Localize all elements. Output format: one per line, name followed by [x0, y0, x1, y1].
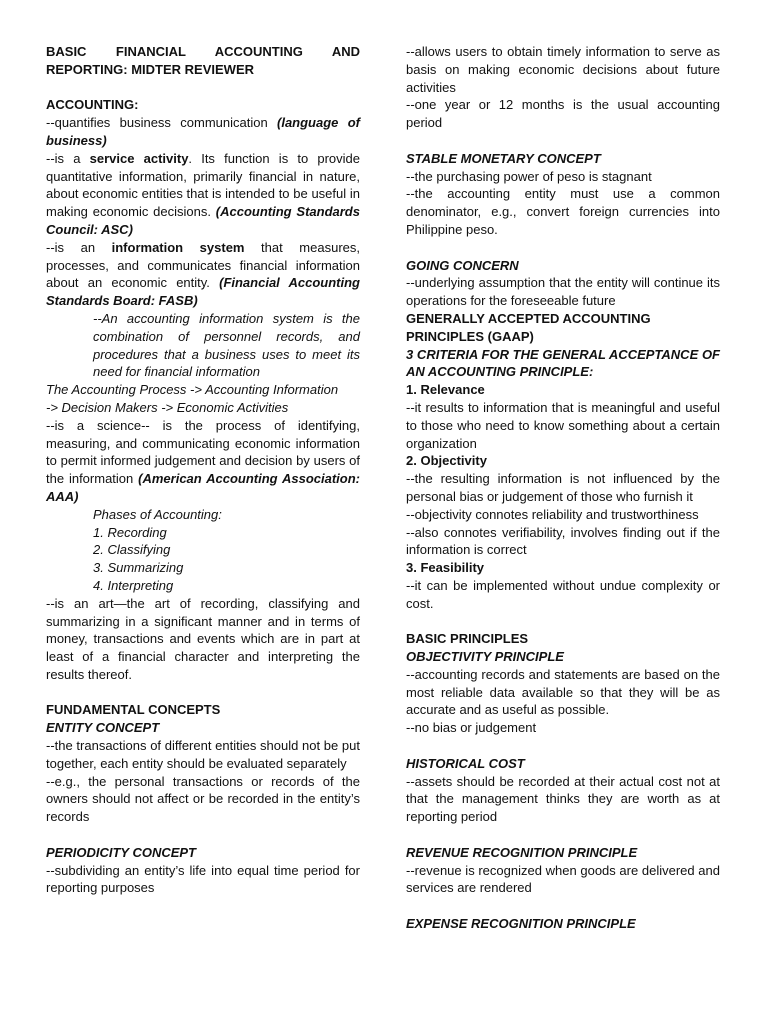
gaap-heading: GENERALLY ACCEPTED ACCOUNTING PRINCIPLES (GAAP)	[406, 310, 651, 344]
ais-note: --An accounting information system is the combination of personnel records, and procedures that a business uses to meet its need for financial information	[93, 310, 360, 380]
left-column	[46, 43, 360, 897]
phase-item: 1. Recording	[93, 524, 167, 540]
right-column	[406, 43, 720, 933]
accounting-process-line: The Accounting Process -> Accounting Information	[46, 382, 339, 398]
objectivity-heading: 2. Objectivity	[406, 453, 487, 469]
objectivity-principle-heading: OBJECTIVITY PRINCIPLE	[406, 649, 564, 665]
basic-principles-heading: BASIC PRINCIPLES	[406, 631, 529, 647]
historical-cost-heading: HISTORICAL COST	[406, 755, 525, 771]
periodicity-concept-text-2: --allows users to obtain timely information to serve as basis on making economic decisions about future activities	[406, 44, 720, 95]
relevance-heading: 1. Relevance	[406, 382, 485, 398]
accounting-heading: ACCOUNTING:	[46, 97, 139, 113]
definition-service-activity: --is a service activity. Its function is to provide quantitative information, primarily financial in nature, about economic entities that is intended to be useful in making economic decisions. (Accounting Standards Council: ASC)	[46, 150, 361, 237]
entity-concept-example: --e.g., the personal transactions or records of the owners should not affect or be recorded in the entity’s records	[46, 773, 360, 825]
revenue-recognition-heading: REVENUE RECOGNITION PRINCIPLE	[406, 844, 638, 860]
historical-cost-text: --assets should be recorded at their actual cost not at that the management thinks they are worth as at reporting period	[406, 773, 720, 825]
objectivity-principle-text: --accounting records and statements are based on the most reliable data available so that they will be as accurate and as useful as possible.	[406, 666, 720, 718]
phase-item: 2. Classifying	[93, 542, 171, 558]
feasibility-text: --it can be implemented without undue complexity or cost.	[406, 577, 720, 611]
document-title: BASIC FINANCIAL ACCOUNTING AND REPORTING: MIDTER REVIEWER	[46, 44, 360, 77]
phases-heading: Phases of Accounting:	[93, 506, 222, 522]
criteria-heading: 3 CRITERIA FOR THE GENERAL ACCEPTANCE OF AN ACCOUNTING PRINCIPLE:	[406, 346, 720, 380]
going-concern-text: --underlying assumption that the entity will continue its operations for the foreseeable future	[406, 275, 720, 309]
periodicity-concept-heading: PERIODICITY CONCEPT	[46, 844, 197, 860]
objectivity-text: --the resulting information is not influenced by the personal bias or judgement of those who furnish it	[406, 471, 720, 504]
accounting-process-line-2: -> Decision Makers -> Economic Activities	[46, 399, 289, 415]
objectivity-text-3: --also connotes verifiability, involves finding out if the information is correct	[406, 524, 720, 558]
periodicity-concept-text-3: --one year or 12 months is the usual accounting period	[406, 97, 720, 131]
phase-item: 3. Summarizing	[93, 560, 184, 576]
entity-concept-text: --the transactions of different entities should not be put together, each entity should be evaluated separately	[46, 738, 360, 771]
feasibility-heading: 3. Feasibility	[406, 560, 485, 576]
periodicity-concept-text: --subdividing an entity’s life into equal time period for reporting purposes	[46, 862, 360, 896]
definition-information-system: --is an information system that measures, processes, and communicates financial information about an economic entity. (Financial Accounting Standards Board: FASB)	[46, 239, 360, 309]
entity-concept-heading: ENTITY CONCEPT	[46, 720, 160, 736]
fundamental-concepts-heading: FUNDAMENTAL CONCEPTS	[46, 702, 221, 718]
relevance-text: --it results to information that is meaningful and useful to those who need to know something about a certain organization	[406, 399, 720, 451]
definition-language-of-business: --quantifies business communication (language of business)	[46, 115, 360, 148]
definition-science: --is a science-- is the process of identifying, measuring, and communicating economic information to permit informed judgement and decision by users of the information (American Accounting Association: AAA)	[46, 417, 361, 504]
objectivity-text-2: --objectivity connotes reliability and trustworthiness	[406, 506, 699, 522]
expense-recognition-heading: EXPENSE RECOGNITION PRINCIPLE	[406, 916, 636, 932]
stable-monetary-text-2: --the accounting entity must use a common denominator, e.g., convert foreign currencies into Philippine peso.	[406, 186, 720, 237]
stable-monetary-text: --the purchasing power of peso is stagnant	[406, 168, 652, 184]
going-concern-heading: GOING CONCERN	[406, 257, 519, 273]
revenue-recognition-text: --revenue is recognized when goods are delivered and services are rendered	[406, 862, 720, 896]
stable-monetary-heading: STABLE MONETARY CONCEPT	[406, 150, 601, 166]
objectivity-principle-text-2: --no bias or judgement	[406, 720, 537, 736]
definition-art: --is an art—the art of recording, classifying and summarizing in a significant manner and in terms of money, transactions and events which are in part at least of a financial character and interpreting the results thereof.	[46, 595, 360, 682]
phase-item: 4. Interpreting	[93, 577, 174, 593]
